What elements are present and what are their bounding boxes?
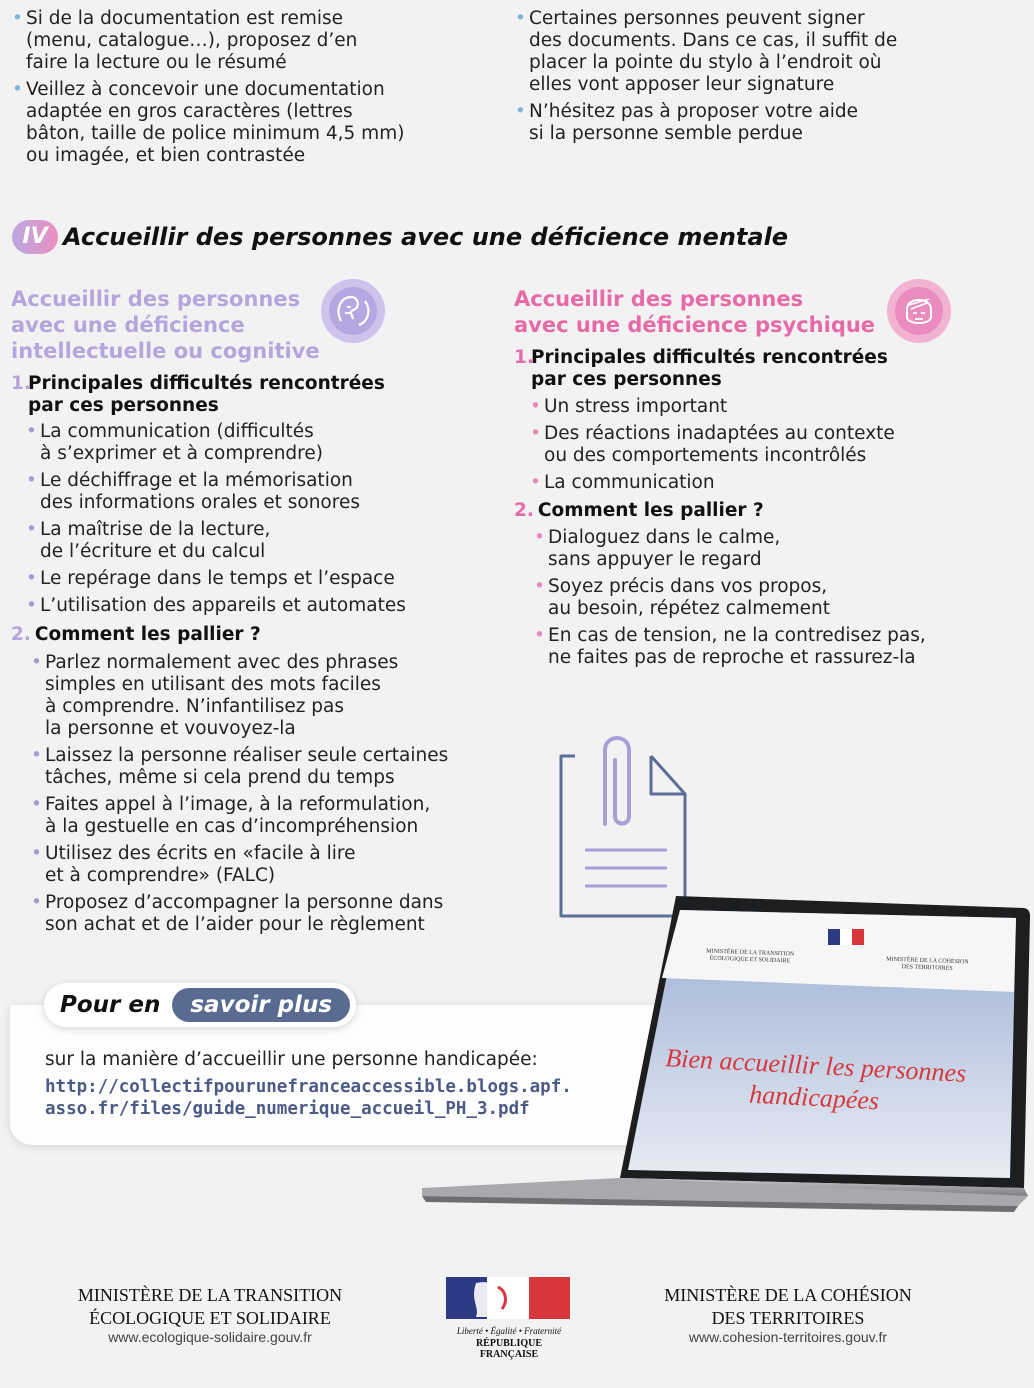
- more-info-label-a: Pour en: [60, 992, 161, 1018]
- list-item: • La communication: [528, 472, 968, 494]
- list-item: • Un stress important: [528, 396, 968, 418]
- footer-url-right[interactable]: www.cohesion-territoires.gouv.fr: [688, 1329, 888, 1345]
- step-number: 2.: [11, 624, 31, 645]
- laptop-ministry-right: MINISTÈRE DE LA COHÉSION DES TERRITOIRES: [886, 956, 969, 972]
- left-difficulties-list: [24, 421, 464, 622]
- step-number: 1.: [514, 347, 534, 368]
- marianne-flag-icon: [446, 1277, 570, 1319]
- top-right-list: [513, 8, 983, 150]
- list-item: • Si de la documentation est remise (menu, catalogue…), proposez d’en faire la lecture ou le résumé: [10, 8, 480, 74]
- list-item: • Soyez précis dans vos propos, au besoin, répétez calmement: [532, 576, 982, 620]
- list-item: • Laissez la personne réaliser seule certaines tâches, même si cela prend du temps: [29, 745, 479, 789]
- list-item: • Utilisez des écrits en «facile à lire et à comprendre» (FALC): [29, 843, 479, 887]
- left-difficulties-heading: [11, 373, 411, 417]
- list-item: • Veillez à concevoir une documentation adaptée en gros caractères (lettres bâton, taille de police minimum 4,5 mm) ou imagée, et bien contrastée: [10, 79, 480, 167]
- left-solutions-list: [29, 652, 479, 941]
- list-item: • Faites appel à l’image, à la reformulation, à la gestuelle en cas d’incompréhension: [29, 794, 479, 838]
- heading-text: Comment les pallier ?: [34, 624, 261, 645]
- list-item: • Proposez d’accompagner la personne dans son achat et de l’aider pour le règlement: [29, 892, 479, 936]
- list-item: • Parlez normalement avec des phrases simples en utilisant des mots faciles à comprendre. N’infantilisez pas la personne et vouvoyez-la: [29, 652, 479, 740]
- list-item: • Des réactions inadaptées au contexte ou des comportements incontrôlés: [528, 423, 968, 467]
- list-item: • Dialoguez dans le calme, sans appuyer le regard: [532, 527, 982, 571]
- footer-ministry-right: MINISTÈRE DE LA COHÉSION DES TERRITOIRES: [664, 1285, 912, 1328]
- left-solutions-heading: [11, 624, 261, 646]
- step-number: 2.: [514, 500, 534, 521]
- psychic-disability-icon: [887, 279, 951, 343]
- list-item: • N’hésitez pas à proposer votre aide si la personne semble perdue: [513, 101, 983, 145]
- right-column-heading: Accueillir des personnes avec une déficience psychique: [514, 287, 876, 337]
- list-item: • Certaines personnes peuvent signer des documents. Dans ce cas, il suffit de placer la pointe du stylo à l’endroit où elles vont apposer leur signature: [513, 8, 983, 96]
- more-info-tab: [44, 983, 356, 1027]
- list-item: • En cas de tension, ne la contredisez pas, ne faites pas de reproche et rassurez-la: [532, 625, 982, 669]
- list-item: • La communication (difficultés à s’exprimer et à comprendre): [24, 421, 464, 465]
- left-column-heading: Accueillir des personnes avec une déficience intellectuelle ou cognitive: [11, 287, 320, 363]
- more-info-link[interactable]: http://collectifpourunefranceaccessible.blogs.apf. asso.fr/files/guide_numerique_accueil_PH_3.pdf: [45, 1077, 572, 1119]
- footer-republic: RÉPUBLIQUE FRANÇAISE: [475, 1338, 543, 1360]
- list-item: • Le déchiffrage et la mémorisation des informations orales et sonores: [24, 470, 464, 514]
- footer-motto: Liberté • Égalité • Fraternité: [456, 1326, 562, 1336]
- heading-text: Principales difficultés rencontrées par ces personnes: [531, 347, 888, 390]
- heading-text: Principales difficultés rencontrées par ces personnes: [28, 373, 385, 416]
- right-solutions-list: [532, 527, 982, 674]
- footer-url-left[interactable]: www.ecologique-solidaire.gouv.fr: [108, 1329, 312, 1345]
- step-number: 1.: [11, 373, 31, 394]
- heading-text: Comment les pallier ?: [537, 500, 764, 521]
- section-number-badge: IV: [12, 220, 58, 254]
- republique-francaise-logo: [446, 1277, 572, 1360]
- list-item: • La maîtrise de la lecture, de l’écriture et du calcul: [24, 519, 464, 563]
- intellectual-disability-icon: [321, 279, 385, 343]
- right-solutions-heading: [514, 500, 764, 522]
- more-info-intro: sur la manière d’accueillir une personne handicapée:: [45, 1049, 538, 1070]
- list-item: • Le repérage dans le temps et l’espace: [24, 568, 464, 590]
- more-info-label-b: savoir plus: [172, 988, 350, 1022]
- list-item: • L’utilisation des appareils et automates: [24, 595, 464, 617]
- right-difficulties-list: [528, 396, 968, 499]
- laptop-ministry-left: MINISTÈRE DE LA TRANSITION ÉCOLOGIQUE ET SOLIDAIRE: [706, 948, 795, 965]
- right-difficulties-heading: [514, 347, 914, 391]
- laptop-screen-title: Bien accueillir les personnes handicapées: [664, 1043, 967, 1116]
- top-left-list: [10, 8, 480, 172]
- section-title: Accueillir des personnes avec une déficience mentale: [63, 223, 789, 251]
- laptop-image: [418, 888, 1034, 1218]
- footer-ministry-left: MINISTÈRE DE LA TRANSITION ÉCOLOGIQUE ET SOLIDAIRE: [77, 1285, 343, 1328]
